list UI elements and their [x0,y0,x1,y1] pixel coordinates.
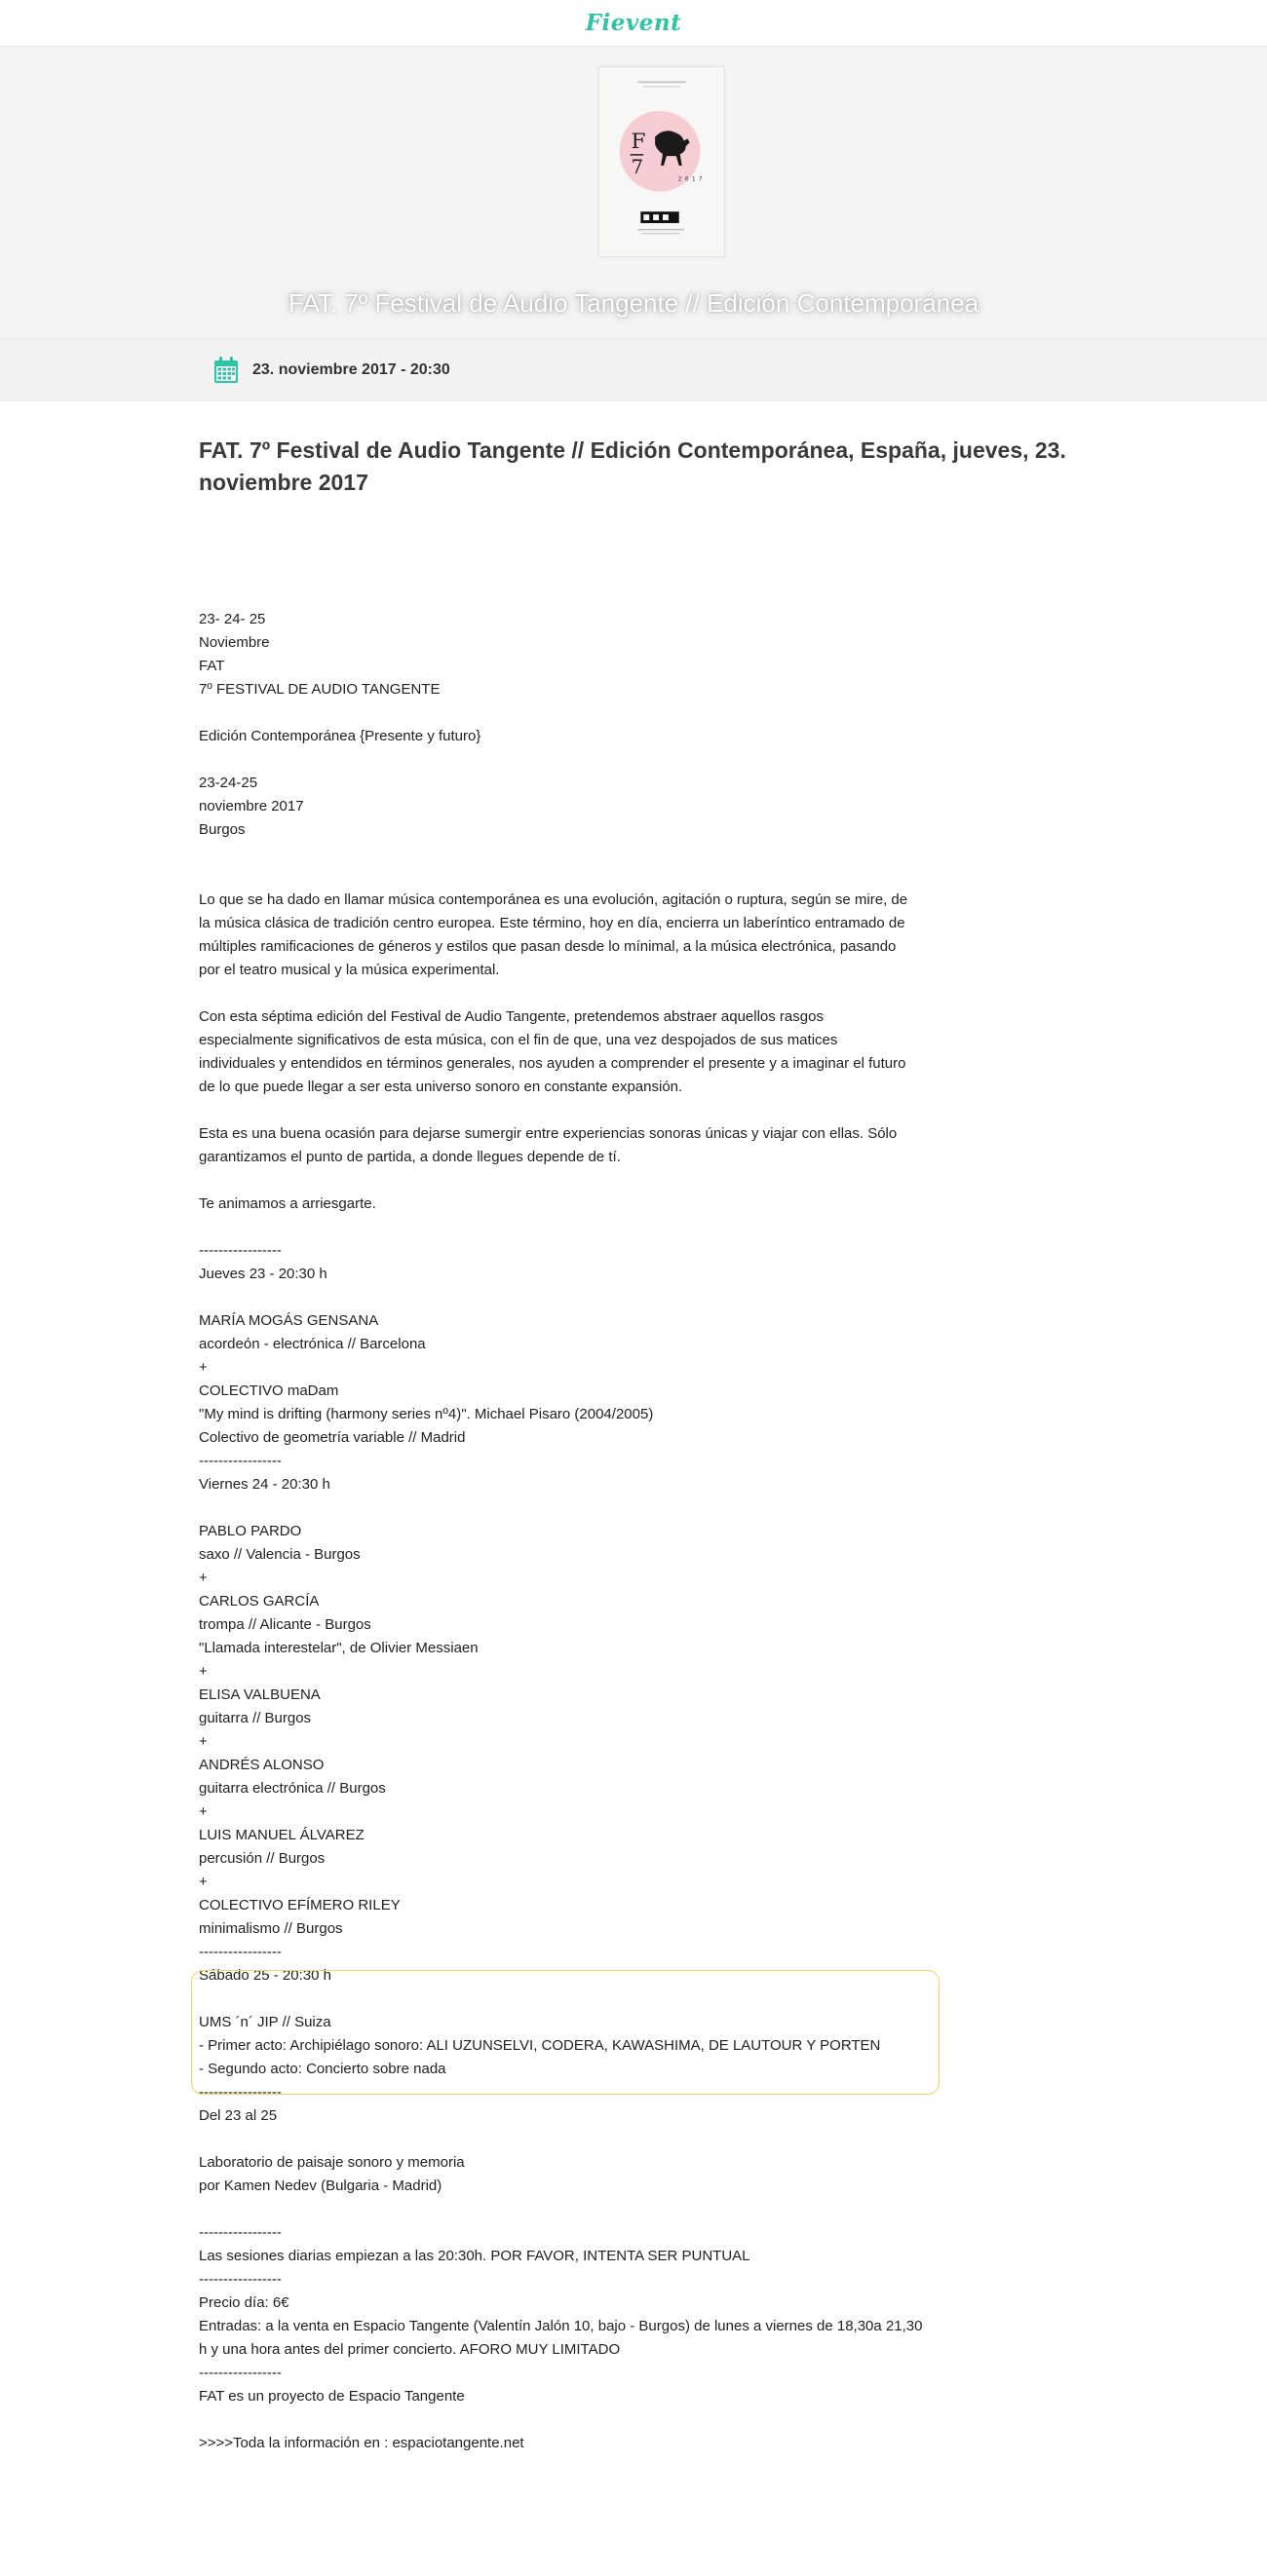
description-line: ----------------- [199,2224,282,2241]
description-line: 7º FESTIVAL DE AUDIO TANGENTE [199,681,441,698]
description-line [199,1099,959,1122]
description-line: ----------------- [199,2365,282,2381]
description-line: - Primer acto: Archipiélago sonoro: ALI UZUNSELVI, CODERA, KAWASHIMA, DE LAUTOUR Y PORTEN [199,2037,881,2054]
description-line: Burgos [199,821,246,838]
description-line: guitarra // Burgos [199,1710,312,1726]
description-line: múltiples ramificaciones de géneros y estilos que pasan desde lo mínimal, a la música electrónica, pasando [199,938,897,955]
description-line: "My mind is drifting (harmony series nº4)". Michael Pisaro (2004/2005) [199,1406,654,1422]
description-line [199,2198,959,2221]
description-line: FAT [199,658,225,674]
description-line: ----------------- [199,1453,282,1469]
description-line: - Segundo acto: Concierto sobre nada [199,2061,446,2077]
poster-graphic [599,67,724,256]
description-line: Jueves 23 - 20:30 h [199,1266,327,1282]
description-line [199,1169,959,1193]
description-line: COLECTIVO maDam [199,1383,339,1399]
description-line: minimalismo // Burgos [199,1920,343,1937]
description-line: acordeón - electrónica // Barcelona [199,1336,426,1352]
description-line: "Llamada interestelar", de Olivier Messiaen [199,1640,479,1656]
description-line: PABLO PARDO [199,1523,302,1539]
description-line: >>>>Toda la información en : espaciotangente.net [199,2435,524,2451]
description-line: + [199,1733,208,1750]
event-poster-image[interactable] [598,66,725,257]
description-line [199,701,959,725]
description-line [199,1286,959,1309]
description-line: + [199,1570,208,1586]
description-line: saxo // Valencia - Burgos [199,1546,361,1563]
event-hero [0,47,1267,339]
description-line: Precio día: 6€ [199,2294,289,2311]
description-line: Laboratorio de paisaje sonoro y memoria [199,2154,465,2171]
description-line: Del 23 al 25 [199,2107,278,2124]
description-line: Sábado 25 - 20:30 h [199,1967,331,1984]
description-line: la música clásica de tradición centro europea. Este término, hoy en día, encierra un laberíntico entramado de [199,915,905,931]
description-line: 23-24-25 [199,775,258,791]
description-line: UMS ´n´ JIP // Suiza [199,2014,331,2030]
description-line: Viernes 24 - 20:30 h [199,1476,330,1493]
top-bar [0,0,1267,47]
description-line [199,2128,959,2151]
description-line [199,842,959,865]
description-line: Te animamos a arriesgarte. [199,1195,376,1212]
description-line [199,982,959,1005]
description-line: trompa // Alicante - Burgos [199,1616,371,1633]
description-line: + [199,1803,208,1820]
description-line: por el teatro musical y la música experimental. [199,962,500,978]
calendar-icon [213,357,239,384]
description-line: + [199,1663,208,1680]
description-line: percusión // Burgos [199,1850,326,1867]
description-line: + [199,1359,208,1376]
description-line [199,2408,959,2432]
event-description [199,608,959,2455]
description-line: individuales y entendidos en términos generales, nos ayuden a comprender el presente y a imaginar el futuro [199,1055,906,1072]
description-line: especialmente significativos de esta música, con el fin de que, una vez despojados de sus matices [199,1032,838,1048]
description-line [199,865,959,889]
description-line: por Kamen Nedev (Bulgaria - Madrid) [199,2178,442,2194]
site-logo[interactable]: Fievent [585,10,682,36]
description-line: LUIS MANUEL ÁLVAREZ [199,1827,365,1843]
description-line [199,1496,959,1520]
description-line: 23- 24- 25 [199,611,266,627]
description-line: + [199,1874,208,1890]
description-line: COLECTIVO EFÍMERO RILEY [199,1897,401,1913]
svg-text:7: 7 [631,155,644,178]
description-line: h y una hora antes del primer concierto. AFORO MUY LIMITADO [199,2341,621,2358]
description-line: Colectivo de geometría variable // Madrid [199,1429,466,1446]
description-line: Lo que se ha dado en llamar música contemporánea es una evolución, agitación o ruptura, según se mire, de [199,891,908,908]
description-line [199,748,959,772]
description-line [199,1216,959,1239]
description-line: ----------------- [199,2271,282,2288]
description-line: ELISA VALBUENA [199,1686,321,1703]
description-line: ANDRÉS ALONSO [199,1757,325,1773]
description-line: ----------------- [199,1242,282,1259]
svg-text:F: F [631,130,646,155]
description-line: ----------------- [199,1944,282,1960]
event-heading: FAT. 7º Festival de Audio Tangente // Edición Contemporánea, España, jueves, 23. noviembre 2017 [199,437,1066,495]
description-line: de lo que puede llegar a ser esta universo sonoro en constante expansión. [199,1079,683,1095]
description-line: Edición Contemporánea {Presente y futuro} [199,728,481,744]
description-line: MARÍA MOGÁS GENSANA [199,1312,379,1329]
description-line: garantizamos el punto de partida, a donde llegues depende de tí. [199,1149,621,1165]
description-line: FAT es un proyecto de Espacio Tangente [199,2388,465,2405]
description-line: Esta es una buena ocasión para dejarse sumergir entre experiencias sonoras únicas y viajar con ellas. Sólo [199,1125,898,1142]
event-date: 23. noviembre 2017 - 20:30 [252,361,450,378]
description-line: Noviembre [199,634,270,651]
hero-event-title: FAT. 7º Festival de Audio Tangente // Edición Contemporánea [288,288,979,318]
description-line: guitarra electrónica // Burgos [199,1780,386,1797]
description-line: CARLOS GARCÍA [199,1593,320,1610]
description-line: Entradas: a la venta en Espacio Tangente (Valentín Jalón 10, bajo - Burgos) de lunes a viernes de 18,30a 21,30 [199,2318,923,2334]
description-line [199,1988,959,2011]
description-line: ----------------- [199,2084,282,2101]
description-line: Las sesiones diarias empiezan a las 20:30h. POR FAVOR, INTENTA SER PUNTUAL [199,2248,750,2264]
description-line: noviembre 2017 [199,798,304,814]
svg-text:2 0 1 7: 2 0 1 7 [677,176,703,183]
description-line: Con esta séptima edición del Festival de Audio Tangente, pretendemos abstraer aquellos rasgos [199,1008,824,1025]
event-date-bar [0,339,1267,401]
